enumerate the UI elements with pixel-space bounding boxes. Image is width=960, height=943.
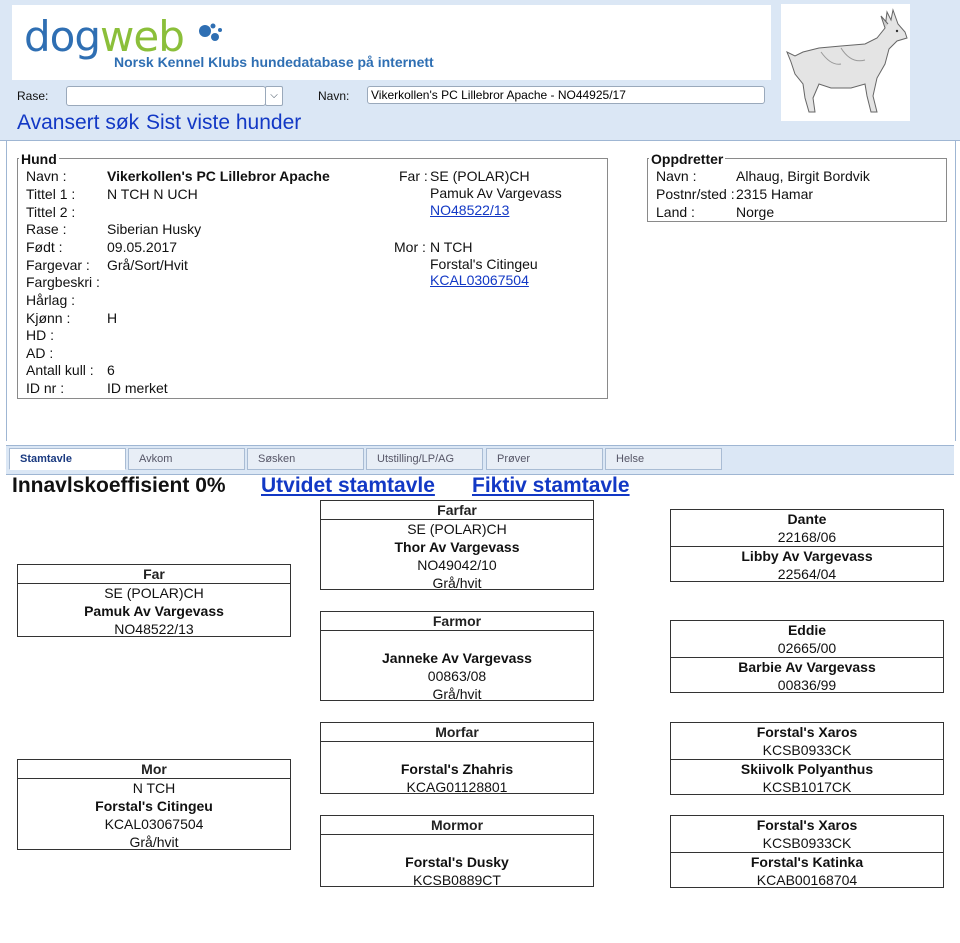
far-reg-link[interactable]: NO48522/13 [430, 202, 510, 218]
pedigree-gen3-4-dam-name: Forstal's Katinka [671, 852, 943, 871]
hund-value-tittel1: N TCH N UCH [107, 186, 198, 202]
pedigree-gen3-1-dam-name: Libby Av Vargevass [671, 546, 943, 565]
hund-value-fodt: 09.05.2017 [107, 239, 178, 255]
pedigree-gen3-box-1[interactable] [670, 509, 944, 582]
hund-value-rase: Siberian Husky [107, 221, 202, 237]
pedigree-gen3-1-sire-reg: 22168/06 [777, 529, 837, 545]
hund-legend: Hund [21, 151, 57, 167]
logo-subtitle: Norsk Kennel Klubs hundedatabase på internett [114, 54, 434, 70]
hund-label-fargevar: Fargevar : [26, 257, 90, 273]
pedigree-farfar-name: Thor Av Vargevass [394, 539, 520, 555]
hund-label-harlag: Hårlag : [26, 292, 76, 308]
pedigree-farfar-title: SE (POLAR)CH [407, 521, 507, 537]
rase-select[interactable] [66, 86, 266, 106]
hund-value-kjonn: H [107, 310, 118, 326]
hund-label-id-nr: ID nr : [26, 380, 65, 396]
pedigree-gen3-3-dam-reg: KCSB1017CK [762, 779, 852, 795]
pedigree-mor-name: Forstal's Citingeu [95, 798, 213, 814]
hund-value-navn: Vikerkollen's PC Lillebror Apache [107, 168, 330, 184]
navn-search-input[interactable] [367, 86, 765, 104]
pedigree-farmor-reg: 00863/08 [427, 668, 487, 684]
pedigree-mor-color: Grå/hvit [129, 834, 179, 850]
oppdretter-label-postnr: Postnr/sted : [656, 186, 735, 202]
pedigree-gen3-box-3[interactable] [670, 722, 944, 795]
oppdretter-label-land: Land : [656, 204, 695, 220]
tab-avkom[interactable]: Avkom [128, 448, 245, 470]
pedigree-mormor-spacer [321, 835, 593, 853]
pedigree-farmor-color: Grå/hvit [432, 686, 482, 702]
mor-label: Mor : [394, 239, 426, 255]
pedigree-farfar-box[interactable] [320, 500, 594, 590]
pedigree-gen3-box-4[interactable] [670, 815, 944, 888]
tab-sosken[interactable]: Søsken [247, 448, 364, 470]
hund-label-navn: Navn : [26, 168, 67, 184]
hund-label-tittel2: Tittel 2 : [26, 204, 76, 220]
tab-stamtavle[interactable]: Stamtavle [9, 448, 126, 470]
sist-viste-hunder-link[interactable]: Sist viste hunder [146, 111, 302, 134]
pedigree-gen3-1-dam-reg: 22564/04 [777, 566, 837, 582]
hund-value-fargevar: Grå/Sort/Hvit [107, 257, 188, 273]
pedigree-mor-title: N TCH [132, 780, 176, 796]
hund-value-antall-kull: 6 [107, 362, 115, 378]
pedigree-morfar-reg: KCAG01128801 [406, 779, 508, 795]
oppdretter-value-land: Norge [736, 204, 775, 220]
pedigree-gen3-box-2[interactable] [670, 620, 944, 693]
husky-illustration-image [781, 4, 910, 121]
pedigree-farfar-reg: NO49042/10 [417, 557, 497, 573]
pedigree-gen3-3-sire-name: Forstal's Xaros [756, 724, 858, 740]
pedigree-gen3-2-sire-reg: 02665/00 [777, 640, 837, 656]
pedigree-mormor-head: Mormor [321, 816, 593, 835]
pedigree-mormor-reg: KCSB0889CT [413, 872, 501, 888]
mor-title: N TCH [430, 239, 473, 255]
pedigree-mor-reg: KCAL03067504 [104, 816, 204, 832]
pedigree-farfar-color: Grå/hvit [432, 575, 482, 591]
pedigree-farmor-head: Farmor [321, 612, 593, 631]
utvidet-stamtavle-link[interactable]: Utvidet stamtavle [261, 474, 435, 497]
far-title: SE (POLAR)CH [430, 168, 530, 184]
mor-reg-link[interactable]: KCAL03067504 [430, 272, 529, 288]
pedigree-gen3-3-dam-name: Skiivolk Polyanthus [671, 759, 943, 778]
hund-label-antall-kull: Antall kull : [26, 362, 94, 378]
navn-label: Navn: [318, 89, 350, 103]
pedigree-gen3-2-dam-reg: 00836/99 [777, 677, 837, 693]
tab-prover[interactable]: Prøver [486, 448, 603, 470]
pedigree-far-box[interactable] [17, 564, 291, 637]
rase-dropdown-chevron-icon[interactable]: ⌵ [265, 86, 283, 106]
pedigree-gen3-2-dam-name: Barbie Av Vargevass [671, 657, 943, 676]
hund-label-fargbeskri: Fargbeskri : [26, 274, 100, 290]
pedigree-farmor-spacer [321, 631, 593, 649]
pedigree-mormor-name: Forstal's Dusky [405, 854, 509, 870]
pedigree-gen3-4-sire-name: Forstal's Xaros [756, 817, 858, 833]
pedigree-farmor-name: Janneke Av Vargevass [382, 650, 532, 666]
innavlskoeffisient-text: Innavlskoeffisient 0% [12, 474, 226, 497]
pedigree-far-reg: NO48522/13 [114, 621, 194, 637]
far-label: Far : [399, 168, 428, 184]
oppdretter-value-navn: Alhaug, Birgit Bordvik [736, 168, 870, 184]
hund-label-kjonn: Kjønn : [26, 310, 71, 326]
pedigree-gen3-4-dam-reg: KCAB00168704 [756, 872, 858, 888]
pedigree-farmor-box[interactable] [320, 611, 594, 701]
pedigree-gen3-2-sire-name: Eddie [787, 622, 827, 638]
mor-name: Forstal's Citingeu [430, 256, 538, 272]
hund-value-id-nr: ID merket [107, 380, 168, 396]
oppdretter-legend: Oppdretter [651, 151, 724, 167]
oppdretter-value-postnr: 2315 Hamar [736, 186, 814, 202]
oppdretter-label-navn: Navn : [656, 168, 697, 184]
pedigree-gen3-1-sire-name: Dante [787, 511, 827, 527]
pedigree-gen3-3-sire-reg: KCSB0933CK [762, 742, 852, 758]
logo-text-accent: web [100, 12, 184, 61]
pedigree-far-name: Pamuk Av Vargevass [84, 603, 224, 619]
pedigree-farfar-head: Farfar [321, 501, 593, 520]
hund-label-fodt: Født : [26, 239, 63, 255]
pedigree-morfar-name: Forstal's Zhahris [400, 761, 514, 777]
pedigree-morfar-head: Morfar [321, 723, 593, 742]
hund-label-hd: HD : [26, 327, 54, 343]
pedigree-far-title: SE (POLAR)CH [104, 585, 204, 601]
avansert-sok-link[interactable]: Avansert søk [17, 111, 140, 134]
pedigree-far-head: Far [18, 565, 290, 584]
hund-label-ad: AD : [26, 345, 54, 361]
tab-helse[interactable]: Helse [605, 448, 722, 470]
tab-utstilling[interactable]: Utstilling/LP/AG [366, 448, 483, 470]
pedigree-morfar-box[interactable] [320, 722, 594, 794]
rase-label: Rase: [17, 89, 49, 103]
far-name: Pamuk Av Vargevass [430, 185, 562, 201]
pedigree-morfar-spacer [321, 742, 593, 760]
pedigree-mor-box[interactable] [17, 759, 291, 850]
logo-text-main: dog [24, 12, 101, 61]
pedigree-mor-head: Mor [18, 760, 290, 779]
pedigree-gen3-4-sire-reg: KCSB0933CK [762, 835, 852, 851]
logo-dots-icon [196, 20, 226, 50]
fiktiv-stamtavle-link[interactable]: Fiktiv stamtavle [472, 474, 630, 497]
pedigree-mormor-box[interactable] [320, 815, 594, 887]
hund-label-rase: Rase : [26, 221, 67, 237]
hund-label-tittel1: Tittel 1 : [26, 186, 76, 202]
